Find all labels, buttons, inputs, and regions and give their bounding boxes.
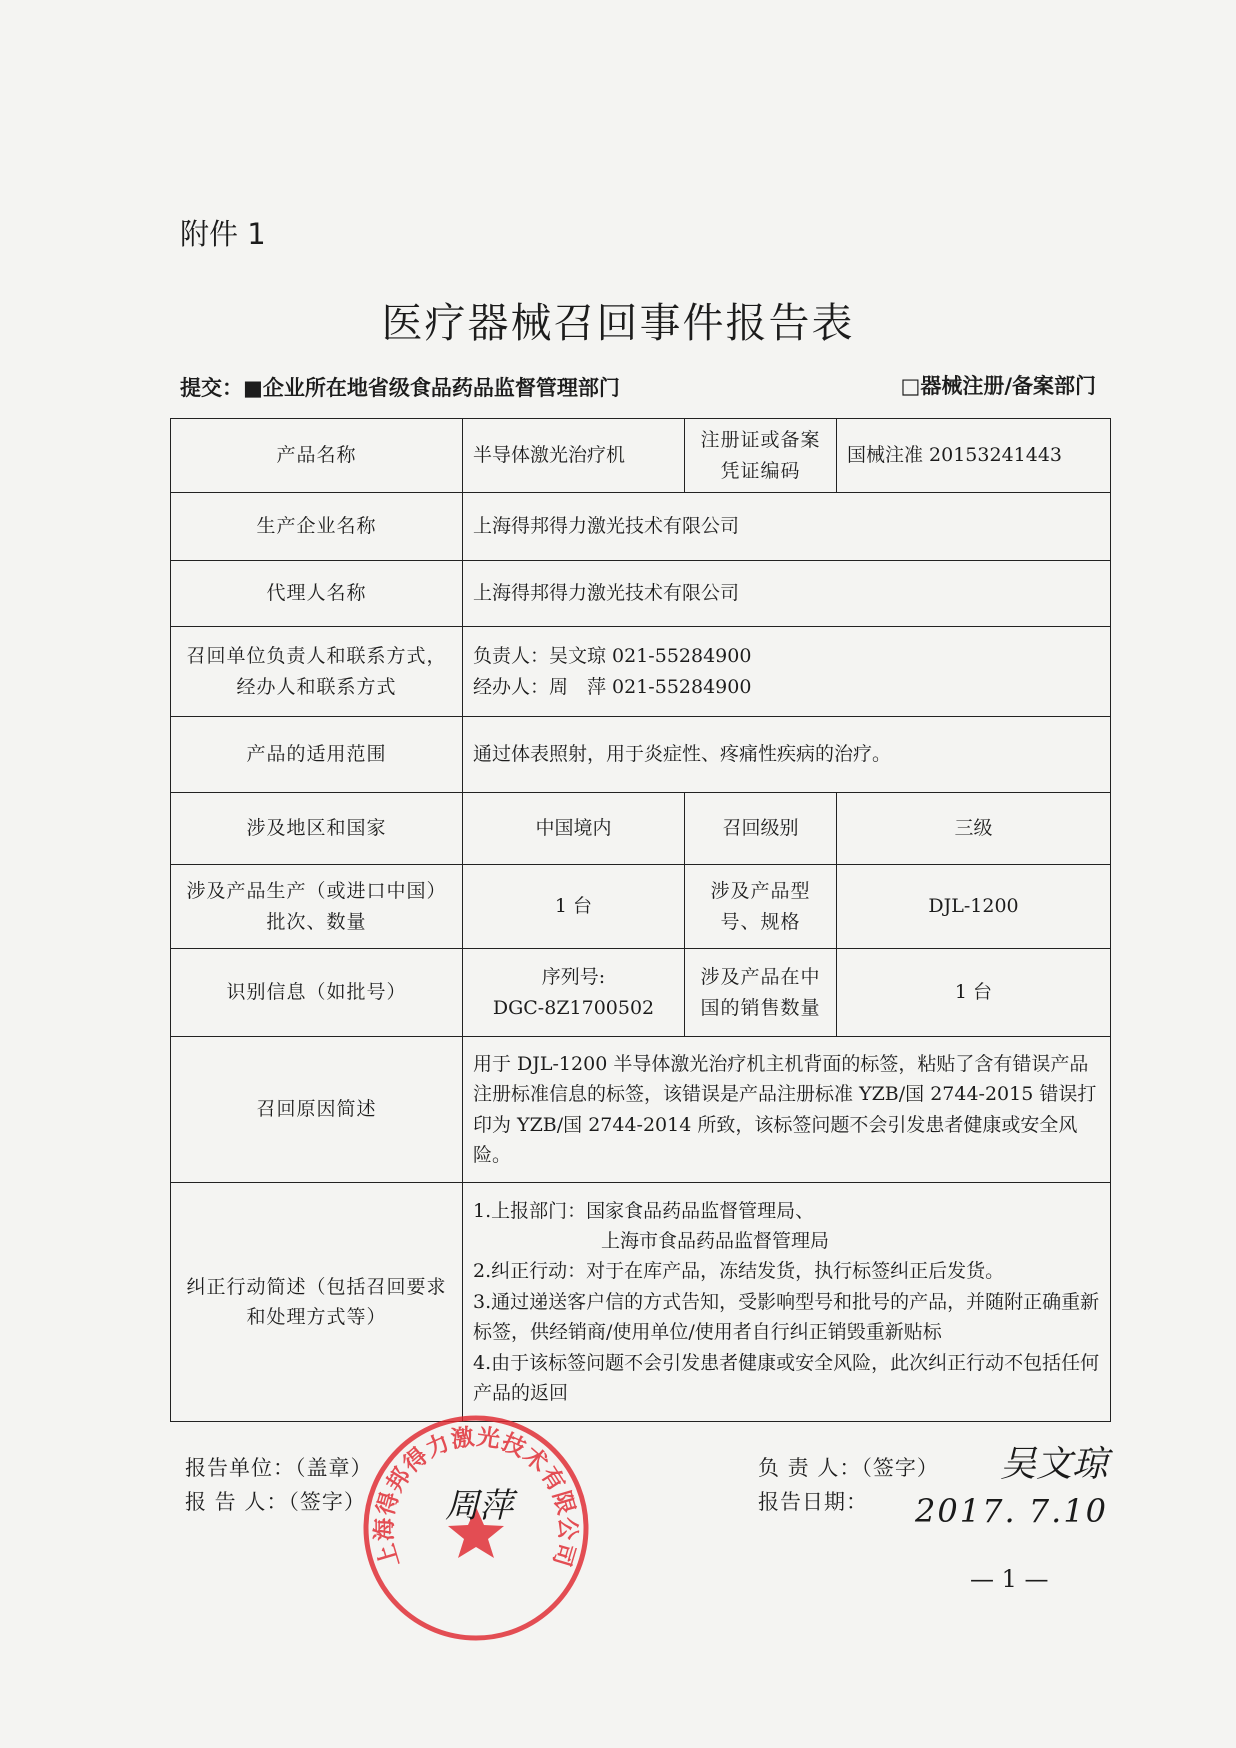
contact-responsible: 负责人：吴文琼 021-55284900 (473, 645, 752, 668)
manufacturer-label: 生产企业名称 (171, 493, 463, 561)
action-line: 上海市食品药品监督管理局 (601, 1230, 830, 1253)
table-row (171, 627, 1111, 717)
scope-label: 产品的适用范围 (171, 717, 463, 793)
recall-report-table (170, 418, 1111, 1422)
submit-to-registration: □器械注册/备案部门 (900, 374, 1096, 398)
responsible-label: 负 责 人：（签字） (758, 1456, 939, 1480)
table-row (171, 419, 1111, 493)
reporter-label: 报 告 人：（签字） (185, 1490, 366, 1514)
report-unit-label: 报告单位：（盖章） (185, 1456, 373, 1480)
model-value: DJL-1200 (837, 865, 1111, 949)
table-row (171, 1037, 1111, 1183)
reporter-signature: 周萍 (445, 1486, 513, 1526)
page-title: 医疗器械召回事件报告表 (381, 299, 855, 347)
attachment-label: 附件 1 (180, 217, 266, 251)
action-line: 3.通过递送客户信的方式告知，受影响型号和批号的产品，并随附正确重新标签，供经销商/使用单位/使用者自行纠正销毁重新贴标 (473, 1290, 1100, 1344)
table-row (171, 561, 1111, 627)
recall-level-value: 三级 (837, 793, 1111, 865)
serial-label: 序列号: (541, 966, 606, 989)
recall-level-label: 召回级别 (685, 793, 837, 865)
manufacturer-value: 上海得邦得力激光技术有限公司 (463, 493, 1111, 561)
serial-cell (463, 949, 685, 1037)
reg-cert-label: 注册证或备案凭证编码 (685, 419, 837, 493)
reg-cert-value: 国械注准 20153241443 (837, 419, 1111, 493)
agent-value: 上海得邦得力激光技术有限公司 (463, 561, 1111, 627)
company-seal-stamp (360, 1412, 592, 1644)
action-line: 4.由于该标签问题不会引发患者健康或安全风险，此次纠正行动不包括任何产品的返回 (473, 1351, 1100, 1404)
scope-value: 通过体表照射，用于炎症性、疼痛性疾病的治疗。 (463, 717, 1111, 793)
page-number: — 1 — (970, 1565, 1049, 1593)
contact-handler: 经办人：周 萍 021-55284900 (473, 675, 752, 698)
product-name-value: 半导体激光治疗机 (463, 419, 685, 493)
product-name-label: 产品名称 (171, 419, 463, 493)
serial-value: DGC-8Z1700502 (492, 996, 655, 1019)
seal-text: 上海得邦得力激光技术有限公司 (371, 1424, 581, 1571)
submit-to-provincial: 提交：■企业所在地省级食品药品监督管理部门 (180, 376, 620, 400)
sales-value: 1 台 (837, 949, 1111, 1037)
responsible-signature: 吴文琼 (1000, 1444, 1109, 1485)
action-label: 纠正行动简述（包括召回要求和处理方式等） (171, 1183, 463, 1422)
region-label: 涉及地区和国家 (171, 793, 463, 865)
table-row (171, 949, 1111, 1037)
reason-value: 用于 DJL-1200 半导体激光治疗机主机背面的标签，粘贴了含有错误产品注册标准信息的标签，该错误是产品注册标准 YZB/国 2744-2015 错误打印为 YZB/国 2744-2014 所致，该标签问题不会引发患者健康或安全风险。 (463, 1037, 1111, 1183)
report-date-label: 报告日期： (758, 1490, 868, 1514)
action-line: 2.纠正行动：对于在库产品，冻结发货，执行标签纠正后发货。 (473, 1260, 1005, 1283)
table-row (171, 717, 1111, 793)
report-date-handwritten: 2017. 7.10 (915, 1492, 1109, 1530)
table-row (171, 1183, 1111, 1422)
table-row (171, 865, 1111, 949)
action-value (463, 1183, 1111, 1422)
id-info-label: 识别信息（如批号） (171, 949, 463, 1037)
agent-label: 代理人名称 (171, 561, 463, 627)
contact-value (463, 627, 1111, 717)
table-row (171, 493, 1111, 561)
sales-label: 涉及产品在中国的销售数量 (685, 949, 837, 1037)
model-label: 涉及产品型号、规格 (685, 865, 837, 949)
batch-value: 1 台 (463, 865, 685, 949)
region-value: 中国境内 (463, 793, 685, 865)
action-line: 1.上报部门：国家食品药品监督管理局、 (473, 1199, 815, 1222)
contact-label: 召回单位负责人和联系方式，经办人和联系方式 (171, 627, 463, 717)
batch-label: 涉及产品生产（或进口中国）批次、数量 (171, 865, 463, 949)
table-row (171, 793, 1111, 865)
reason-label: 召回原因简述 (171, 1037, 463, 1183)
